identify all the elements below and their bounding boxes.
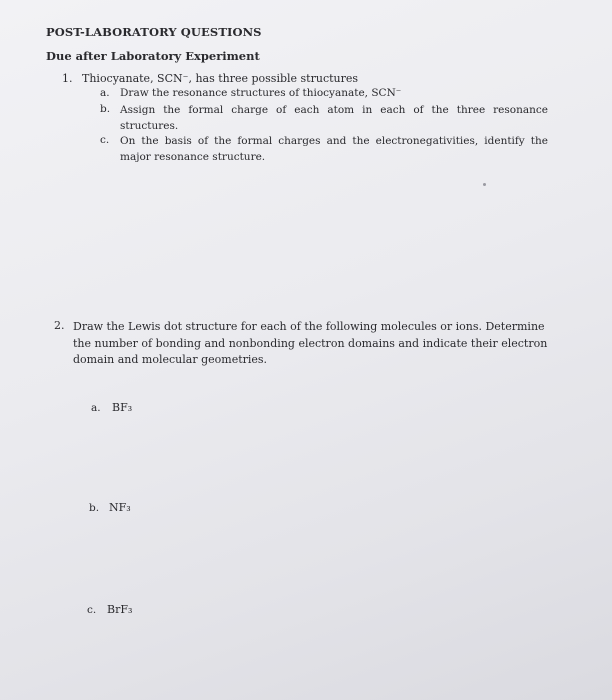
question-2c-formula: BrF₃ <box>107 603 133 616</box>
question-1a-letter: a. <box>100 87 110 99</box>
page-title: POST-LABORATORY QUESTIONS <box>46 25 262 39</box>
question-1-prompt: Thiocyanate, SCN⁻, has three possible structures <box>82 72 359 85</box>
due-note: Due after Laboratory Experiment <box>46 49 260 63</box>
question-1b-letter: b. <box>100 103 111 115</box>
question-2b-letter: b. <box>89 502 100 514</box>
question-1c-text: On the basis of the formal charges and the electronegativities, identify the major resonance structure. <box>120 135 548 163</box>
question-2-prompt: Draw the Lewis dot structure for each of the following molecules or ions. Determine the number of bonding and nonbonding electron domains and indicate their electron domain and molecular geometries. <box>73 320 548 366</box>
question-2a-letter: a. <box>91 402 101 414</box>
question-1c-letter: c. <box>100 134 110 146</box>
question-1a-text: Draw the resonance structures of thiocyanate, SCN⁻ <box>120 87 402 99</box>
question-1-number: 1. <box>62 72 73 85</box>
stray-mark <box>483 183 486 186</box>
question-2-number: 2. <box>54 319 65 332</box>
question-2c-letter: c. <box>87 604 97 616</box>
question-2b-formula: NF₃ <box>109 501 131 514</box>
question-1b-text: Assign the formal charge of each atom in each of the three resonance structures. <box>120 104 548 132</box>
question-2a-formula: BF₃ <box>112 401 133 414</box>
